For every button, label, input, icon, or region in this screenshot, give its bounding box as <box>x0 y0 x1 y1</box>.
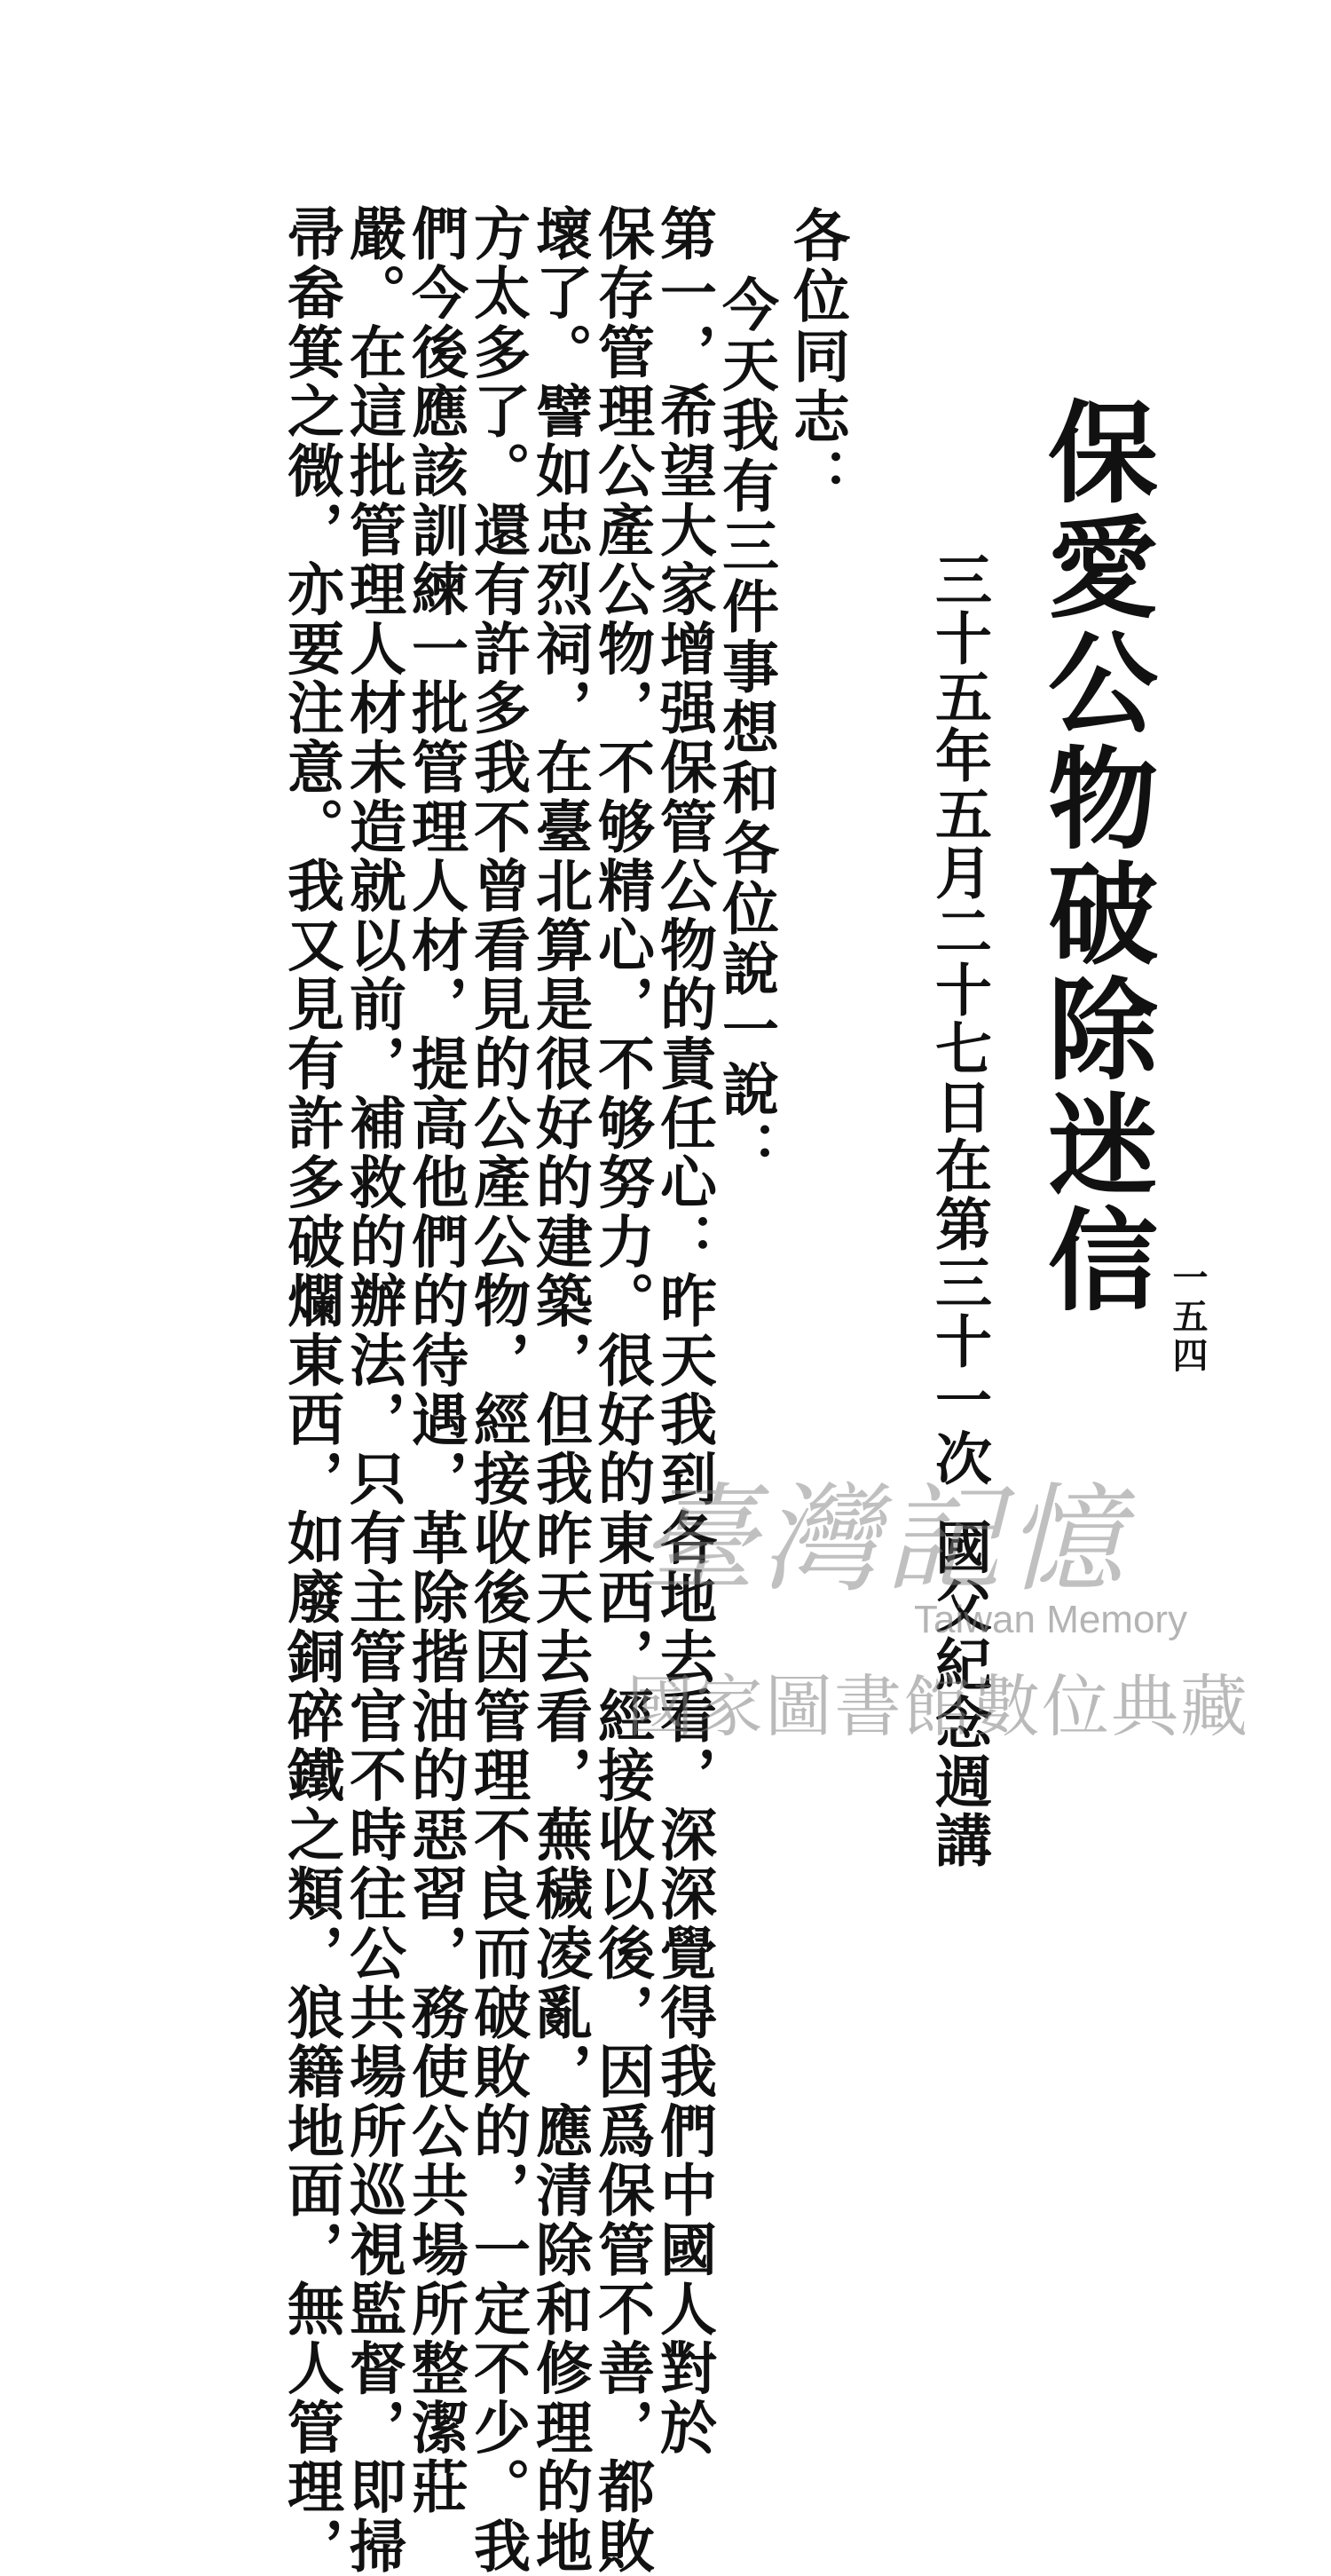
salutation-line: 各位同志： <box>784 206 850 508</box>
body-line: 嚴。在這批管理人材未造就以前，補救的辦法，只有主管官不時往公共場所巡視監督，即掃 <box>340 204 406 2576</box>
body-line: 們今後應該訓練一批管理人材，提高他們的待遇，革除揩油的惡習，務使公共場所整潔莊 <box>402 204 469 2517</box>
page-number: 一五四 <box>1167 1259 1209 1376</box>
body-line: 方太多了。還有許多我不曾看見的公產公物，經接收後因管理不良而破敗的，一定不少。我 <box>464 204 531 2576</box>
body-line: 壞了。譬如忠烈祠，在臺北算是很好的建築，但我昨天去看，蕪穢凌亂，應清除和修理的地 <box>526 204 593 2576</box>
body-line: 第一，希望大家增强保管公物的責任心：昨天我到各地去看，深深覺得我們中國人對於 <box>650 204 717 2458</box>
watermark-logo: 臺灣記憶 <box>639 1472 1129 1608</box>
page-title: 保愛公物破除迷信 <box>1029 395 1158 1318</box>
speech-event: 國父紀念週講 <box>925 1518 992 1869</box>
speech-date-venue: 三十五年五月二十七日在第三十一次 <box>925 550 992 1488</box>
watermark-library: 國家圖書館數位典藏 <box>626 1667 1249 1746</box>
body-line: 帚畚箕之微，亦要注意。我又見有許多破爛東西，如廢銅碎鐵之類，狼籍地面，無人管理， <box>278 204 344 2576</box>
body-line: 保存管理公產公物，不够精心，不够努力。很好的東西，經接收以後，因爲保管不善，都敗 <box>588 204 655 2576</box>
watermark-english: Taiwan Memory <box>914 1598 1188 1641</box>
body-line: 今天我有三件事想和各位說一說： <box>713 275 779 1181</box>
